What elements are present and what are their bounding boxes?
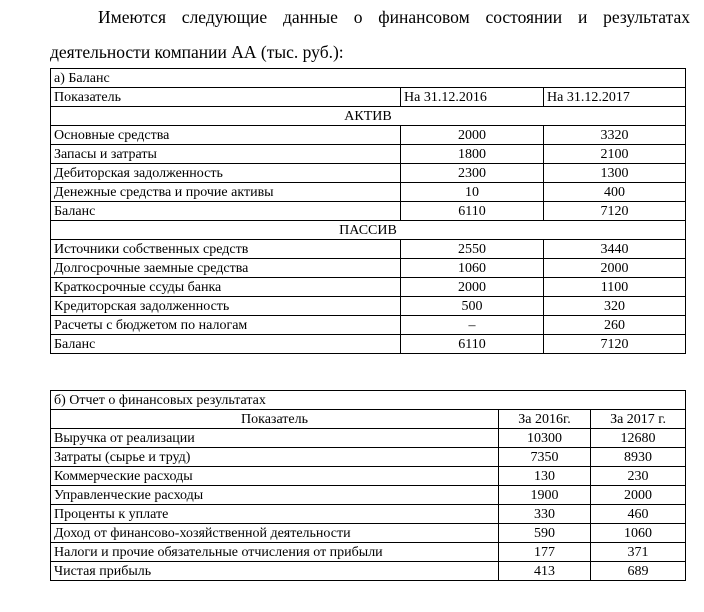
passive-cell: Расчеты с бюджетом по налогам xyxy=(51,316,401,335)
passive-cell: 2000 xyxy=(401,278,544,297)
income-cell: 2000 xyxy=(591,486,686,505)
income-cell: 371 xyxy=(591,543,686,562)
passive-section-row xyxy=(51,221,686,240)
passive-section-label: ПАССИВ xyxy=(51,221,686,240)
passive-cell: 1100 xyxy=(544,278,686,297)
active-cell: Запасы и затраты xyxy=(51,145,401,164)
income-table xyxy=(50,390,686,581)
passive-cell: 2550 xyxy=(401,240,544,259)
income-header-2016: За 2016г. xyxy=(499,410,591,429)
income-row xyxy=(51,467,686,486)
income-cell: Выручка от реализации xyxy=(51,429,499,448)
income-cell: 8930 xyxy=(591,448,686,467)
active-cell: 1800 xyxy=(401,145,544,164)
active-cell: Основные средства xyxy=(51,126,401,145)
intro-paragraph xyxy=(50,0,690,70)
active-cell: 1300 xyxy=(544,164,686,183)
active-section-label: АКТИВ xyxy=(51,107,686,126)
balance-caption-row xyxy=(51,69,686,88)
income-header-indicator: Показатель xyxy=(51,410,499,429)
income-table-body xyxy=(51,391,686,581)
income-cell: Доход от финансово-хозяйственной деятельности xyxy=(51,524,499,543)
income-cell: 12680 xyxy=(591,429,686,448)
income-row xyxy=(51,505,686,524)
balance-table-body xyxy=(51,69,686,354)
income-cell: 1900 xyxy=(499,486,591,505)
passive-row xyxy=(51,259,686,278)
intro-text: Имеются следующие данные о финансовом состоянии и результатах деятельности компании АА (тыс. руб.): xyxy=(50,7,690,62)
income-cell: 1060 xyxy=(591,524,686,543)
balance-header-row xyxy=(51,88,686,107)
passive-row xyxy=(51,335,686,354)
income-cell: 7350 xyxy=(499,448,591,467)
passive-cell: Кредиторская задолженность xyxy=(51,297,401,316)
income-header-2017: За 2017 г. xyxy=(591,410,686,429)
income-cell: 689 xyxy=(591,562,686,581)
active-row xyxy=(51,145,686,164)
income-cell: 10300 xyxy=(499,429,591,448)
balance-header-2017: На 31.12.2017 xyxy=(544,88,686,107)
active-cell: 400 xyxy=(544,183,686,202)
balance-header-indicator: Показатель xyxy=(51,88,401,107)
passive-cell: 320 xyxy=(544,297,686,316)
passive-cell: 500 xyxy=(401,297,544,316)
passive-row xyxy=(51,316,686,335)
balance-caption: а) Баланс xyxy=(51,69,686,88)
income-header-row xyxy=(51,410,686,429)
active-cell: 7120 xyxy=(544,202,686,221)
income-cell: Налоги и прочие обязательные отчисления от прибыли xyxy=(51,543,499,562)
income-cell: 177 xyxy=(499,543,591,562)
income-row xyxy=(51,524,686,543)
income-caption: б) Отчет о финансовых результатах xyxy=(51,391,686,410)
income-cell: 460 xyxy=(591,505,686,524)
passive-cell: 2000 xyxy=(544,259,686,278)
passive-row xyxy=(51,278,686,297)
active-row xyxy=(51,164,686,183)
active-cell: 2100 xyxy=(544,145,686,164)
income-cell: 230 xyxy=(591,467,686,486)
passive-cell: Краткосрочные ссуды банка xyxy=(51,278,401,297)
income-cell: 413 xyxy=(499,562,591,581)
income-row xyxy=(51,543,686,562)
income-cell: 590 xyxy=(499,524,591,543)
passive-cell: 7120 xyxy=(544,335,686,354)
income-row xyxy=(51,562,686,581)
income-cell: 330 xyxy=(499,505,591,524)
income-cell: Коммерческие расходы xyxy=(51,467,499,486)
income-row xyxy=(51,448,686,467)
passive-cell: 260 xyxy=(544,316,686,335)
passive-row xyxy=(51,297,686,316)
active-row xyxy=(51,202,686,221)
balance-header-2016: На 31.12.2016 xyxy=(401,88,544,107)
active-section-row xyxy=(51,107,686,126)
active-cell: Денежные средства и прочие активы xyxy=(51,183,401,202)
income-cell: Проценты к уплате xyxy=(51,505,499,524)
active-cell: 6110 xyxy=(401,202,544,221)
active-cell: Дебиторская задолженность xyxy=(51,164,401,183)
passive-cell: Долгосрочные заемные средства xyxy=(51,259,401,278)
income-caption-row xyxy=(51,391,686,410)
income-cell: Чистая прибыль xyxy=(51,562,499,581)
passive-cell: 6110 xyxy=(401,335,544,354)
active-cell: 10 xyxy=(401,183,544,202)
income-cell: Управленческие расходы xyxy=(51,486,499,505)
passive-cell: 1060 xyxy=(401,259,544,278)
passive-cell: Источники собственных средств xyxy=(51,240,401,259)
income-row xyxy=(51,429,686,448)
income-cell: Затраты (сырье и труд) xyxy=(51,448,499,467)
passive-row xyxy=(51,240,686,259)
active-cell: 2000 xyxy=(401,126,544,145)
passive-cell: Баланс xyxy=(51,335,401,354)
income-cell: 130 xyxy=(499,467,591,486)
income-row xyxy=(51,486,686,505)
passive-cell: – xyxy=(401,316,544,335)
active-row xyxy=(51,126,686,145)
passive-cell: 3440 xyxy=(544,240,686,259)
balance-table xyxy=(50,68,686,354)
active-cell: 2300 xyxy=(401,164,544,183)
active-row xyxy=(51,183,686,202)
active-cell: Баланс xyxy=(51,202,401,221)
active-cell: 3320 xyxy=(544,126,686,145)
